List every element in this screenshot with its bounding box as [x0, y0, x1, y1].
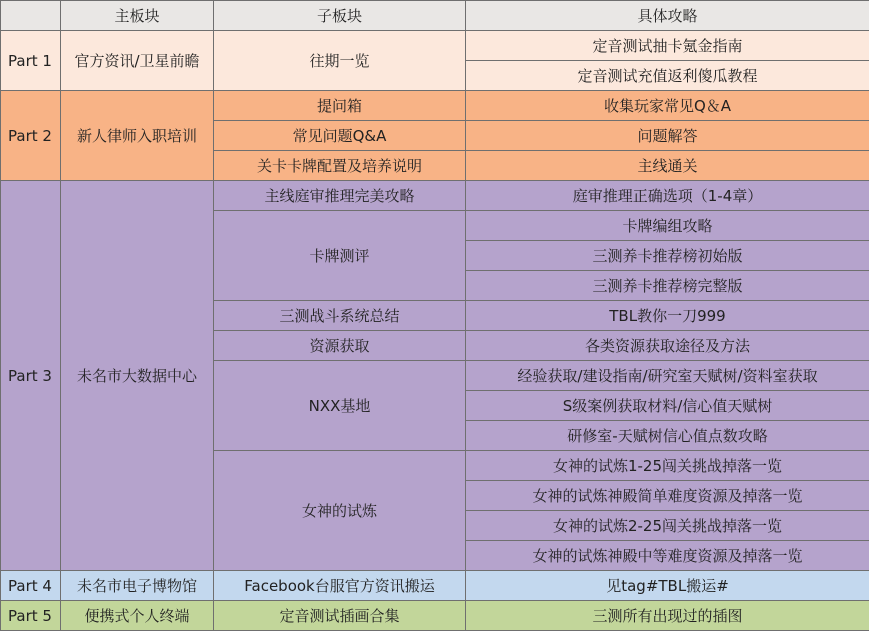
sub-section: 女神的试炼 — [214, 451, 466, 571]
guide-item[interactable]: 女神的试炼2-25闯关挑战掉落一览 — [466, 511, 869, 541]
guide-item[interactable]: 经验获取/建设指南/研究室天赋树/资料室获取 — [466, 361, 869, 391]
guide-item[interactable]: 见tag#TBL搬运# — [466, 571, 869, 601]
header-sub-section: 子板块 — [214, 1, 466, 31]
guide-item[interactable]: 研修室-天赋树信心值点数攻略 — [466, 421, 869, 451]
guide-item[interactable]: 三测所有出现过的插图 — [466, 601, 869, 631]
main-section: 未名市大数据中心 — [61, 181, 214, 571]
part-label: Part 2 — [1, 91, 61, 181]
sub-section: 定音测试插画合集 — [214, 601, 466, 631]
table-body — [1, 1, 869, 631]
guide-item[interactable]: S级案例获取材料/信心值天赋树 — [466, 391, 869, 421]
table-row — [1, 181, 869, 211]
sub-section: 三测战斗系统总结 — [214, 301, 466, 331]
sub-section: 往期一览 — [214, 31, 466, 91]
guide-item[interactable]: 定音测试抽卡氪金指南 — [466, 31, 869, 61]
guide-item[interactable]: 三测养卡推荐榜初始版 — [466, 241, 869, 271]
header-main-section: 主板块 — [61, 1, 214, 31]
table-row — [1, 91, 869, 121]
guide-item[interactable]: 定音测试充值返利傻瓜教程 — [466, 61, 869, 91]
guide-item[interactable]: 女神的试炼1-25闯关挑战掉落一览 — [466, 451, 869, 481]
guide-item[interactable]: 女神的试炼神殿中等难度资源及掉落一览 — [466, 541, 869, 571]
header-blank — [1, 1, 61, 31]
main-section: 新人律师入职培训 — [61, 91, 214, 181]
table-row — [1, 601, 869, 631]
main-section: 官方资讯/卫星前瞻 — [61, 31, 214, 91]
sub-section: 常见问题Q&A — [214, 121, 466, 151]
sub-section: 主线庭审推理完美攻略 — [214, 181, 466, 211]
header-row — [1, 1, 869, 31]
guide-item[interactable]: 收集玩家常见Q＆A — [466, 91, 869, 121]
guide-item[interactable]: TBL教你一刀999 — [466, 301, 869, 331]
sub-section: Facebook台服官方资讯搬运 — [214, 571, 466, 601]
table-row — [1, 31, 869, 61]
part-label: Part 1 — [1, 31, 61, 91]
main-section: 未名市电子博物馆 — [61, 571, 214, 601]
part-label: Part 3 — [1, 181, 61, 571]
guide-item[interactable]: 主线通关 — [466, 151, 869, 181]
part-label: Part 5 — [1, 601, 61, 631]
header-guides: 具体攻略 — [466, 1, 869, 31]
sub-section: 关卡卡牌配置及培养说明 — [214, 151, 466, 181]
sub-section: 资源获取 — [214, 331, 466, 361]
table-row — [1, 571, 869, 601]
main-section: 便携式个人终端 — [61, 601, 214, 631]
guide-item[interactable]: 卡牌编组攻略 — [466, 211, 869, 241]
sub-section: 提问箱 — [214, 91, 466, 121]
guide-item[interactable]: 问题解答 — [466, 121, 869, 151]
guide-item[interactable]: 三测养卡推荐榜完整版 — [466, 271, 869, 301]
guide-item[interactable]: 庭审推理正确选项（1-4章） — [466, 181, 869, 211]
guide-item[interactable]: 女神的试炼神殿简单难度资源及掉落一览 — [466, 481, 869, 511]
sub-section: NXX基地 — [214, 361, 466, 451]
guide-item[interactable]: 各类资源获取途径及方法 — [466, 331, 869, 361]
part-label: Part 4 — [1, 571, 61, 601]
sub-section: 卡牌测评 — [214, 211, 466, 301]
